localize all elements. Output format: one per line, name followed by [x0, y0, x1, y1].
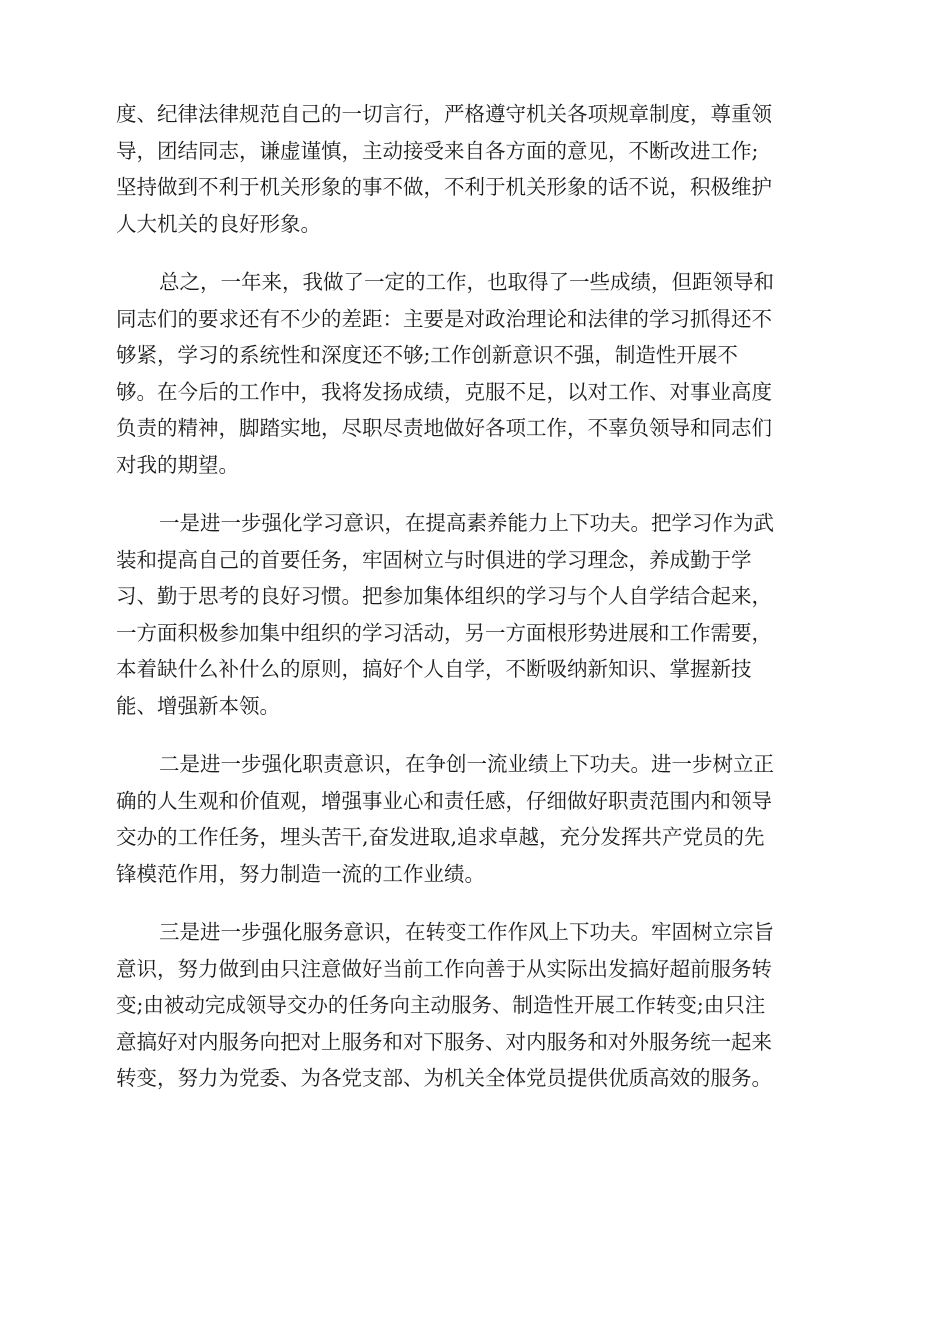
text-line: 三是进一步强化服务意识，在转变工作作风上下功夫。牢固树立宗旨 — [159, 920, 774, 944]
text-line: 交办的工作任务，埋头苦干,奋发进取,追求卓越，充分发挥共产党员的先 — [116, 825, 765, 849]
text-line: 装和提高自己的首要任务，牢固树立与时俱进的学习理念，养成勤于学 — [116, 547, 752, 572]
text-line: 锋模范作用，努力制造一流的工作业绩。 — [116, 861, 485, 886]
text-line: 一方面积极参加集中组织的学习活动，另一方面根形势进展和工作需要， — [116, 620, 772, 645]
text-line: 对我的期望。 — [116, 452, 239, 477]
text-line: 够紧，学习的系统性和深度还不够;工作创新意识不强，制造性开展不 — [116, 343, 738, 367]
text-line: 意搞好对内服务向把对上服务和对下服务、对内服务和对外服务统一起来 — [116, 1029, 772, 1054]
paragraph-1 — [116, 96, 836, 242]
text-line: 二是进一步强化职责意识，在争创一流业绩上下功夫。进一步树立正 — [159, 752, 774, 776]
text-line: 意识，努力做到由只注意做好当前工作向善于从实际出发搞好超前服务转 — [116, 956, 772, 981]
text-line: 度、纪律法律规范自己的一切言行，严格遵守机关各项规章制度，尊重领 — [116, 102, 772, 126]
text-line: 坚持做到不利于机关形象的事不做，不利于机关形象的话不说，积极维护 — [116, 175, 772, 199]
paragraph-5 — [116, 914, 836, 1097]
document-body — [116, 96, 836, 1119]
text-line: 负责的精神，脚踏实地，尽职尽责地做好各项工作，不辜负领导和同志们 — [116, 416, 772, 440]
text-line: 总之，一年来，我做了一定的工作，也取得了一些成绩，但距领导和 — [159, 270, 774, 294]
text-line: 变;由被动完成领导交办的任务向主动服务、制造性开展工作转变;由只注 — [116, 993, 766, 1017]
text-line: 同志们的要求还有不少的差距：主要是对政治理论和法律的学习抓得还不 — [116, 306, 772, 331]
text-line: 一是进一步强化学习意识，在提高素养能力上下功夫。把学习作为武 — [159, 511, 774, 535]
text-line: 转变，努力为党委、为各党支部、为机关全体党员提供优质高效的服务。 — [116, 1066, 772, 1090]
paragraph-4 — [116, 746, 836, 892]
text-line: 确的人生观和价值观，增强事业心和责任感，仔细做好职责范围内和领导 — [116, 788, 772, 813]
paragraph-2 — [116, 264, 836, 483]
text-line: 习、勤于思考的良好习惯。把参加集体组织的学习与个人自学结合起来， — [116, 584, 772, 608]
text-line: 够。在今后的工作中，我将发扬成绩，克服不足，以对工作、对事业高度 — [116, 379, 772, 404]
text-line: 导，团结同志，谦虚谨慎，主动接受来自各方面的意见，不断改进工作; — [116, 138, 759, 163]
paragraph-3 — [116, 505, 836, 724]
text-line: 人大机关的良好形象。 — [116, 211, 321, 236]
text-line: 本着缺什么补什么的原则，搞好个人自学，不断吸纳新知识、掌握新技 — [116, 657, 752, 681]
text-line: 能、增强新本领。 — [116, 693, 280, 718]
